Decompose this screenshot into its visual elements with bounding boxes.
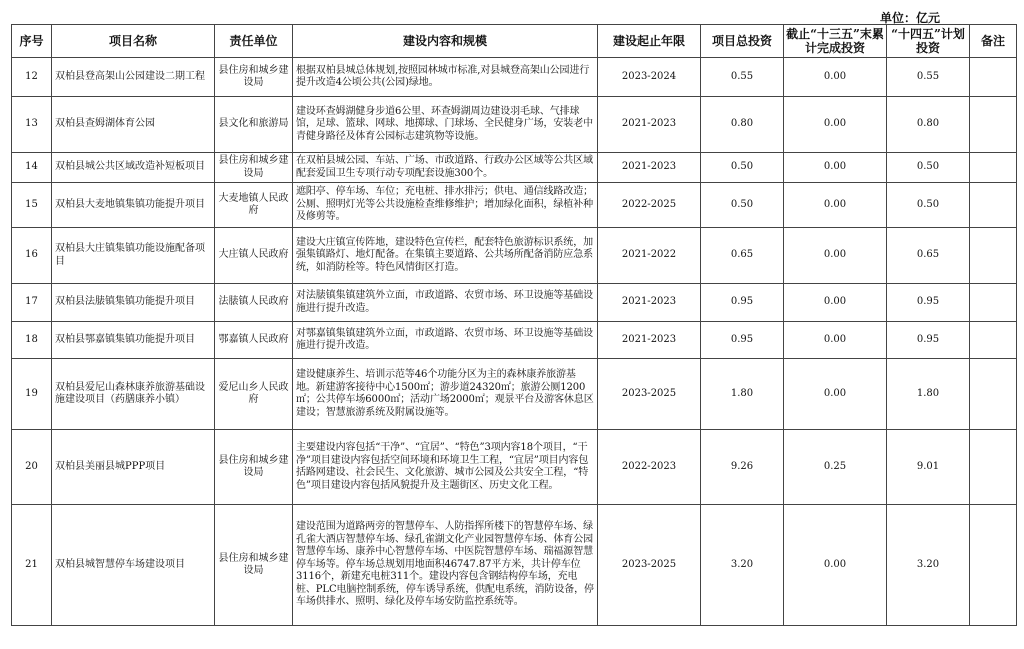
table-row	[12, 322, 1017, 359]
cell-completed-investment: 0.00	[784, 284, 887, 322]
cell-index: 18	[12, 322, 52, 359]
header-row	[12, 25, 1017, 58]
cell-period: 2023-2024	[598, 58, 701, 97]
cell-planned-investment: 0.65	[887, 228, 970, 284]
cell-construction-content: 对鄂嘉镇集镇建筑外立面，市政道路、农贸市场、环卫设施等基础设施进行提升改造。	[293, 322, 598, 359]
cell-planned-investment: 0.55	[887, 58, 970, 97]
cell-period: 2022-2025	[598, 183, 701, 228]
col-header-planned: “十四五”计划投资	[887, 25, 970, 58]
project-table	[11, 24, 1017, 626]
cell-planned-investment: 9.01	[887, 430, 970, 505]
cell-planned-investment: 0.50	[887, 153, 970, 183]
col-header-period: 建设起止年限	[598, 25, 701, 58]
cell-project-name: 双柏县大庄镇集镇功能设施配备项目	[52, 228, 215, 284]
cell-index: 19	[12, 359, 52, 430]
cell-construction-content: 建设健康养生、培训示范等46个功能分区为主的森林康养旅游基地。新建游客接待中心1500㎡；游步道24320㎡；旅游公厕1200㎡；公共停车场6000㎡；活动广场2000㎡；观景平台及游客休息区建设；智慧旅游系统及附属设施等。	[293, 359, 598, 430]
cell-planned-investment: 1.80	[887, 359, 970, 430]
cell-project-name: 双柏县法脿镇集镇功能提升项目	[52, 284, 215, 322]
cell-responsible-unit: 鄂嘉镇人民政府	[215, 322, 293, 359]
cell-responsible-unit: 法脿镇人民政府	[215, 284, 293, 322]
cell-completed-investment: 0.00	[784, 359, 887, 430]
cell-index: 16	[12, 228, 52, 284]
cell-total-investment: 0.65	[701, 228, 784, 284]
cell-total-investment: 0.95	[701, 322, 784, 359]
cell-remarks	[970, 430, 1017, 505]
cell-index: 20	[12, 430, 52, 505]
cell-completed-investment: 0.00	[784, 97, 887, 153]
cell-construction-content: 建设环查姆湖健身步道6公里、环查姆湖周边建设羽毛球、气排球馆，足球、篮球、网球、地掷球、门球场、全民健身广场，安装老中青健身路径及体育公园标志建筑物等设施。	[293, 97, 598, 153]
col-header-unit: 责任单位	[215, 25, 293, 58]
cell-index: 15	[12, 183, 52, 228]
cell-project-name: 双柏县大麦地镇集镇功能提升项目	[52, 183, 215, 228]
cell-completed-investment: 0.00	[784, 153, 887, 183]
cell-planned-investment: 0.95	[887, 322, 970, 359]
cell-project-name: 双柏县城智慧停车场建设项目	[52, 505, 215, 626]
cell-project-name: 双柏县查姆湖体育公园	[52, 97, 215, 153]
cell-project-name: 双柏县登高架山公园建设二期工程	[52, 58, 215, 97]
cell-responsible-unit: 县住房和城乡建设局	[215, 505, 293, 626]
cell-remarks	[970, 153, 1017, 183]
cell-total-investment: 0.95	[701, 284, 784, 322]
cell-construction-content: 建设大庄镇宣传阵地，建设特色宣传栏，配套特色旅游标识系统，加强集镇路灯、地灯配备。在集镇主要道路、公共场所配备消防应急系统，如消防栓等。特色风情街区打造。	[293, 228, 598, 284]
cell-planned-investment: 0.95	[887, 284, 970, 322]
cell-completed-investment: 0.00	[784, 228, 887, 284]
cell-planned-investment: 3.20	[887, 505, 970, 626]
col-header-index: 序号	[12, 25, 52, 58]
cell-construction-content: 在双柏县城公园、车站、广场、市政道路、行政办公区域等公共区域配套爱国卫生专项行动专项配套设施300个。	[293, 153, 598, 183]
table-row	[12, 228, 1017, 284]
col-header-name: 项目名称	[52, 25, 215, 58]
cell-construction-content: 遮阳亭、停车场、车位；充电桩、排水排污；供电、通信线路改造；公厕、照明灯光等公共设施检查维修维护；增加绿化面积，绿植补种及修剪等。	[293, 183, 598, 228]
cell-responsible-unit: 县住房和城乡建设局	[215, 430, 293, 505]
cell-responsible-unit: 爱尼山乡人民政府	[215, 359, 293, 430]
cell-completed-investment: 0.00	[784, 183, 887, 228]
col-header-remarks: 备注	[970, 25, 1017, 58]
table-row	[12, 183, 1017, 228]
cell-remarks	[970, 284, 1017, 322]
table-row	[12, 505, 1017, 626]
cell-index: 14	[12, 153, 52, 183]
table-row	[12, 97, 1017, 153]
cell-total-investment: 0.50	[701, 153, 784, 183]
cell-construction-content: 对法脿镇集镇建筑外立面，市政道路、农贸市场、环卫设施等基础设施进行提升改造。	[293, 284, 598, 322]
cell-completed-investment: 0.00	[784, 322, 887, 359]
cell-period: 2021-2023	[598, 322, 701, 359]
cell-period: 2023-2025	[598, 505, 701, 626]
cell-index: 17	[12, 284, 52, 322]
cell-period: 2023-2025	[598, 359, 701, 430]
table-row	[12, 58, 1017, 97]
cell-planned-investment: 0.50	[887, 183, 970, 228]
cell-completed-investment: 0.25	[784, 430, 887, 505]
cell-remarks	[970, 505, 1017, 626]
table-row	[12, 359, 1017, 430]
cell-remarks	[970, 183, 1017, 228]
cell-index: 21	[12, 505, 52, 626]
cell-total-investment: 0.80	[701, 97, 784, 153]
cell-period: 2021-2023	[598, 153, 701, 183]
cell-total-investment: 3.20	[701, 505, 784, 626]
cell-planned-investment: 0.80	[887, 97, 970, 153]
cell-project-name: 双柏县爱尼山森林康养旅游基础设施建设项目（药膳康养小镇）	[52, 359, 215, 430]
cell-period: 2021-2023	[598, 97, 701, 153]
table-row	[12, 153, 1017, 183]
unit-label: 单位：亿元	[880, 11, 941, 25]
cell-project-name: 双柏县鄂嘉镇集镇功能提升项目	[52, 322, 215, 359]
cell-project-name: 双柏县城公共区域改造补短板项目	[52, 153, 215, 183]
cell-construction-content: 建设范围为道路两旁的智慧停车、人防指挥所楼下的智慧停车场、绿孔雀大酒店智慧停车场、绿孔雀湖文化产业园智慧停车场、体育公园智慧停车场、康养中心智慧停车场、中医院智慧停车场、瑞福源智慧停车场等。停车场总规划用地面积46747.87平方米，共计停车位3116个，新建充电桩311个。建设内容包含钢结构停车场，充电桩、PLC电脑控制系统，停车诱导系统，供配电系统，消防设备，停车场供排水、照明、绿化及停车场安防监控系统等。	[293, 505, 598, 626]
cell-total-investment: 1.80	[701, 359, 784, 430]
cell-remarks	[970, 359, 1017, 430]
cell-construction-content: 主要建设内容包括“干净”、“宜居”、“特色”3项内容18个项目，“干净”项目建设内容包括空间环境和环境卫生工程，“宜居”项目内容包括路网建设、社会民生、文化旅游、城市公园及公共安全工程，“特色”项目建设内容包括风貌提升及主题街区、历史文化工程。	[293, 430, 598, 505]
cell-total-investment: 0.50	[701, 183, 784, 228]
cell-responsible-unit: 县住房和城乡建设局	[215, 58, 293, 97]
cell-remarks	[970, 322, 1017, 359]
table-row	[12, 430, 1017, 505]
cell-remarks	[970, 58, 1017, 97]
cell-project-name: 双柏县美丽县城PPP项目	[52, 430, 215, 505]
table-row	[12, 284, 1017, 322]
cell-responsible-unit: 大庄镇人民政府	[215, 228, 293, 284]
cell-remarks	[970, 97, 1017, 153]
col-header-total: 项目总投资	[701, 25, 784, 58]
col-header-content: 建设内容和规模	[293, 25, 598, 58]
cell-responsible-unit: 县住房和城乡建设局	[215, 153, 293, 183]
cell-period: 2021-2022	[598, 228, 701, 284]
cell-index: 12	[12, 58, 52, 97]
cell-completed-investment: 0.00	[784, 58, 887, 97]
cell-index: 13	[12, 97, 52, 153]
cell-total-investment: 9.26	[701, 430, 784, 505]
cell-period: 2021-2023	[598, 284, 701, 322]
cell-responsible-unit: 县文化和旅游局	[215, 97, 293, 153]
cell-total-investment: 0.55	[701, 58, 784, 97]
cell-responsible-unit: 大麦地镇人民政府	[215, 183, 293, 228]
cell-completed-investment: 0.00	[784, 505, 887, 626]
col-header-completed: 截止“十三五”末累计完成投资	[784, 25, 887, 58]
cell-construction-content: 根据双柏县城总体规划,按照园林城市标准,对县城登高架山公园进行提升改造4公顷公共(公园)绿地。	[293, 58, 598, 97]
cell-remarks	[970, 228, 1017, 284]
cell-period: 2022-2023	[598, 430, 701, 505]
